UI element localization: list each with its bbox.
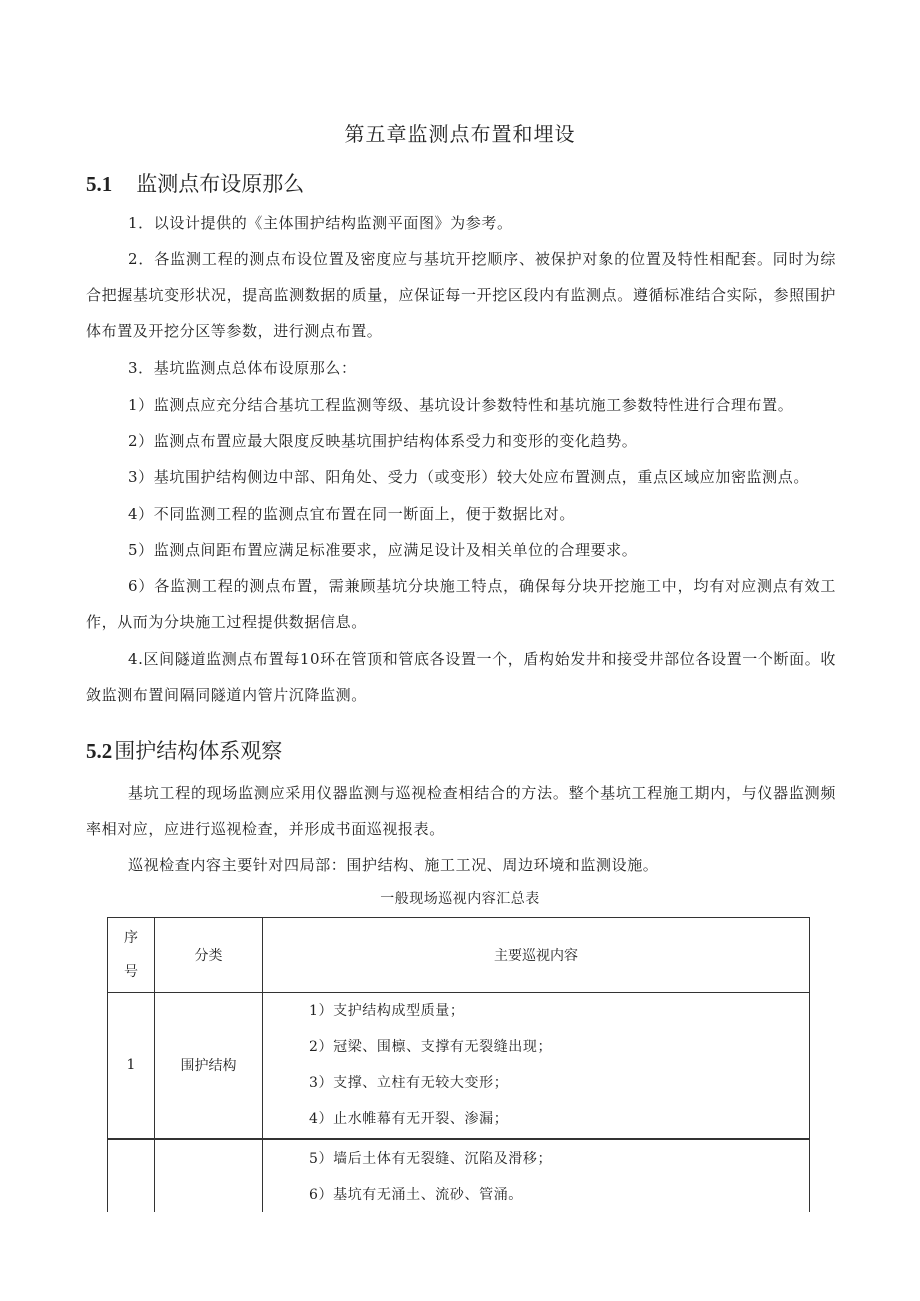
paragraph: 3）基坑围护结构侧边中部、阳角处、受力（或变形）较大处应布置测点，重点区域应加密监测点。 — [128, 468, 809, 486]
row-number: 1 — [108, 993, 155, 1139]
content-item: 3）支撑、立柱有无较大变形； — [309, 1075, 509, 1092]
section-number: 5.1 — [86, 172, 113, 196]
chapter-title: 第五章监测点布置和埋设 — [344, 122, 576, 146]
content-item: 2）冠梁、围檩、支撑有无裂缝出现； — [309, 1039, 553, 1056]
paragraph: 4）不同监测工程的监测点宜布置在同一断面上，便于数据比对。 — [128, 505, 575, 523]
header-no-line2: 号 — [124, 964, 138, 980]
row-content — [263, 993, 810, 1139]
header-content: 主要巡视内容 — [263, 918, 810, 993]
paragraph: 1．以设计提供的《主体围护结构监测平面图》为参考。 — [128, 214, 513, 232]
header-category: 分类 — [155, 918, 263, 993]
section-number: 5.2 — [86, 739, 113, 763]
content-item: 6）基坑有无涌土、流砂、管涌。 — [309, 1186, 523, 1203]
row-content — [263, 1139, 810, 1215]
row-category: 围护结构 — [155, 993, 263, 1139]
paragraph: 2．各监测工程的测点布设位置及密度应与基坑开挖顺序、被保护对象的位置及特性相配套。同时为综合把握基坑变形状况，提高监测数据的质量，应保证每一开挖区段内有监测点。遵循标准结合实际，参照围护体布置及开挖分区等参数，进行测点布置。 — [86, 250, 836, 340]
paragraph: 3．基坑监测点总体布设原那么： — [128, 359, 357, 377]
table-header-row — [108, 918, 810, 993]
section-title: 监测点布设原那么 — [136, 172, 305, 196]
paragraph: 2）监测点布置应最大限度反映基坑围护结构体系受力和变形的变化趋势。 — [128, 432, 638, 450]
table-row — [108, 993, 810, 1139]
row-category — [155, 1139, 263, 1215]
section-heading-5-1 — [86, 168, 304, 198]
row-number — [108, 1139, 155, 1215]
paragraph: 基坑工程的现场监测应采用仪器监测与巡视检查相结合的方法。整个基坑工程施工期内，与仪器监测频率相对应，应进行巡视检查，并形成书面巡视报表。 — [86, 784, 836, 838]
table-row — [108, 1139, 810, 1215]
header-no — [108, 918, 155, 993]
paragraph: 4.区间隧道监测点布置每10环在管顶和管底各设置一个，盾构始发井和接受井部位各设置一个断面。收敛监测布置间隔同隧道内管片沉降监测。 — [86, 650, 836, 704]
inspection-table — [107, 917, 810, 1215]
content-item: 4）止水帷幕有无开裂、渗漏； — [309, 1111, 509, 1128]
paragraph: 5）监测点间距布置应满足标准要求，应满足设计及相关单位的合理要求。 — [128, 541, 638, 559]
section-heading-5-2 — [86, 735, 282, 765]
paragraph: 巡视检查内容主要针对四局部：围护结构、施工工况、周边环境和监测设施。 — [128, 856, 659, 874]
content-item: 5）墙后土体有无裂缝、沉陷及滑移； — [309, 1150, 553, 1167]
table-caption: 一般现场巡视内容汇总表 — [380, 891, 540, 907]
header-no-line1: 序 — [124, 930, 138, 946]
section-title: 围护结构体系观察 — [114, 739, 283, 763]
content-item: 1）支护结构成型质量； — [309, 1003, 465, 1020]
paragraph: 1）监测点应充分结合基坑工程监测等级、基坑设计参数特性和基坑施工参数特性进行合理布置。 — [128, 396, 794, 414]
page-bottom-mask — [100, 1212, 820, 1232]
paragraph: 6）各监测工程的测点布置，需兼顾基坑分块施工特点，确保每分块开挖施工中，均有对应测点有效工作，从而为分块施工过程提供数据信息。 — [86, 577, 836, 631]
